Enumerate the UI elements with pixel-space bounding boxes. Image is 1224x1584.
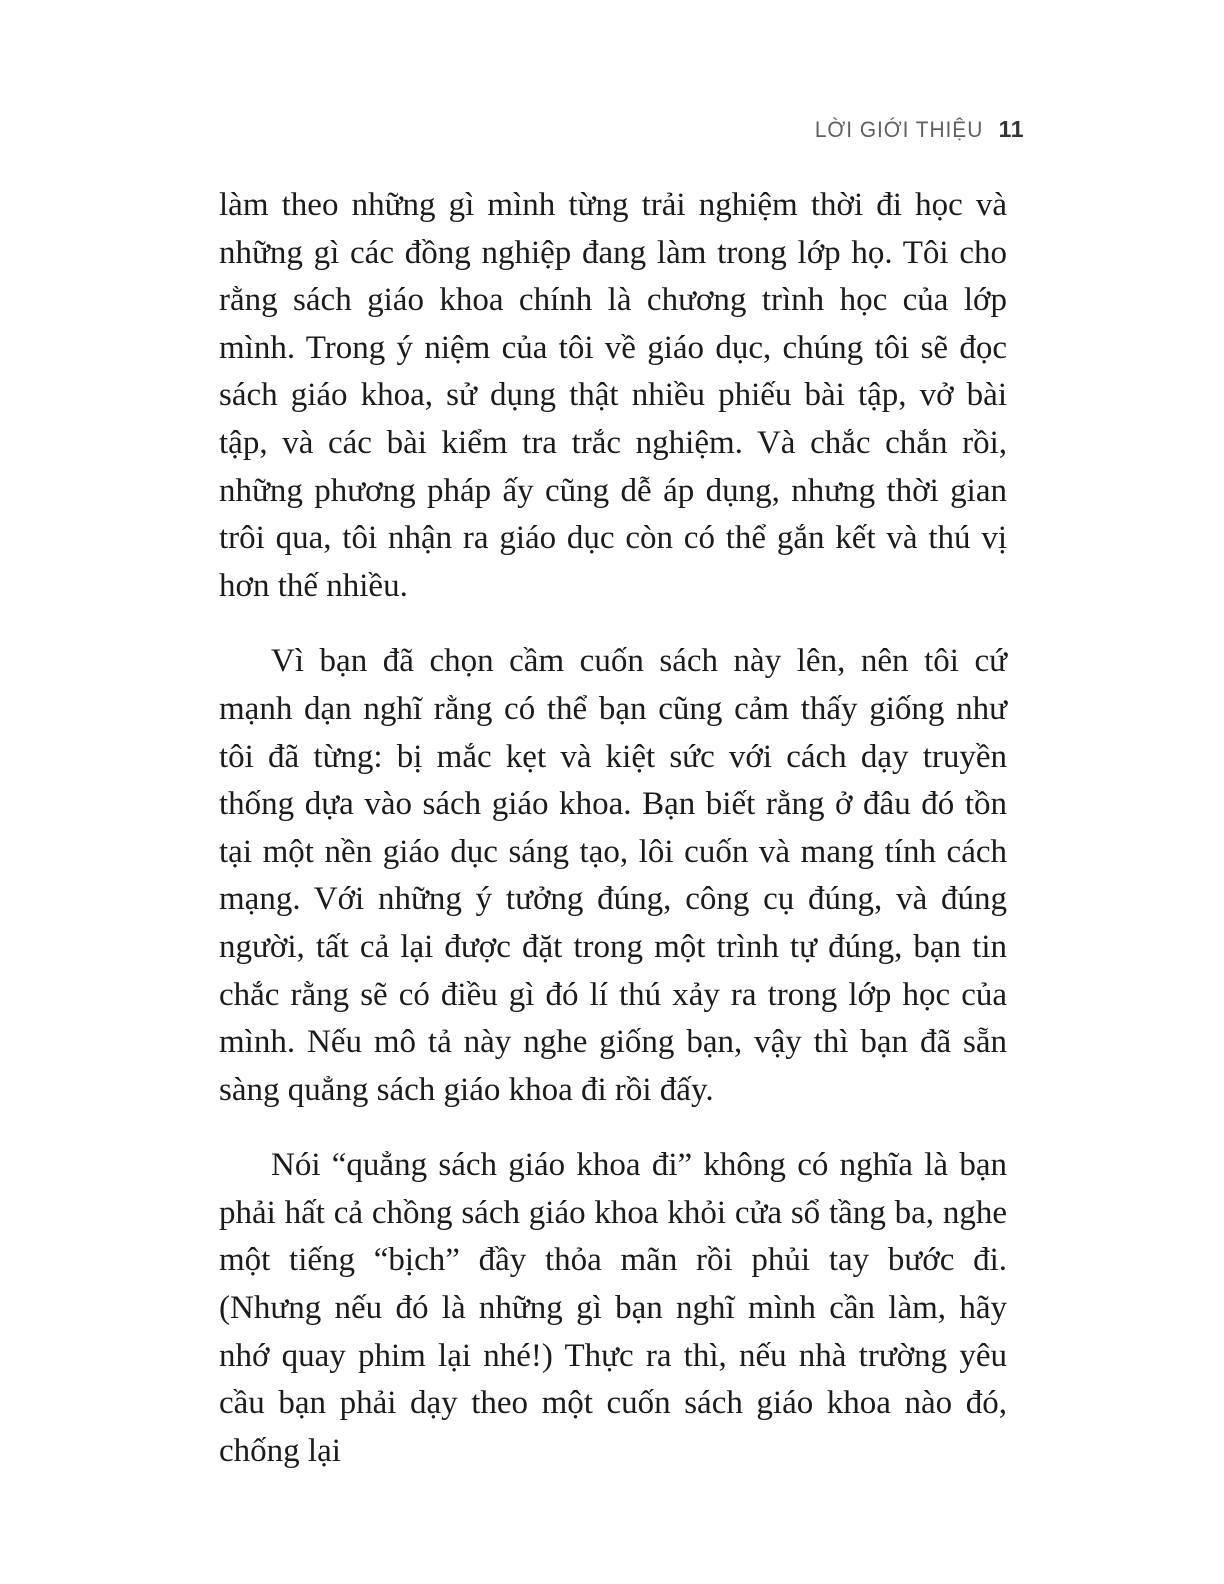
running-head [806,116,1024,143]
running-title: LỜI GIỚI THIỆU [815,117,984,142]
paragraph-3: Nói “quẳng sách giáo khoa đi” không có nghĩa là bạn phải hất cả chồng sách giáo khoa khỏi cửa sổ tầng ba, nghe một tiếng “bịch” đầy thỏa mãn rồi phủi tay bước đi. (Nhưng nếu đó là những gì bạn nghĩ mình cần làm, hãy nhớ quay phim lại nhé!) Thực ra thì, nếu nhà trường yêu cầu bạn phải dạy theo một cuốn sách giáo khoa nào đó, chống lại [219,1147,1007,1469]
paragraph-2: Vì bạn đã chọn cầm cuốn sách này lên, nên tôi cứ mạnh dạn nghĩ rằng có thể bạn cũng cảm thấy giống như tôi đã từng: bị mắc kẹt và kiệt sức với cách dạy truyền thống dựa vào sách giáo khoa. Bạn biết rằng ở đâu đó tồn tại một nền giáo dục sáng tạo, lôi cuốn và mang tính cách mạng. Với những ý tưởng đúng, công cụ đúng, và đúng người, tất cả lại được đặt trong một trình tự đúng, bạn tin chắc rằng sẽ có điều gì đó lí thú xảy ra trong lớp học của mình. Nếu mô tả này nghe giống bạn, vậy thì bạn đã sẵn sàng quẳng sách giáo khoa đi rồi đấy. [219,643,1007,1108]
body-text-block [219,182,1007,1503]
paragraph-continuation: làm theo những gì mình từng trải nghiệm thời đi học và những gì các đồng nghiệp đang làm trong lớp họ. Tôi cho rằng sách giáo khoa chính là chương trình học của lớp mình. Trong ý niệm của tôi về giáo dục, chúng tôi sẽ đọc sách giáo khoa, sử dụng thật nhiều phiếu bài tập, vở bài tập, và các bài kiểm tra trắc nghiệm. Và chắc chắn rồi, những phương pháp ấy cũng dễ áp dụng, nhưng thời gian trôi qua, tôi nhận ra giáo dục còn có thể gắn kết và thú vị hơn thế nhiều. [219,187,1007,604]
page-number: 11 [998,116,1024,142]
